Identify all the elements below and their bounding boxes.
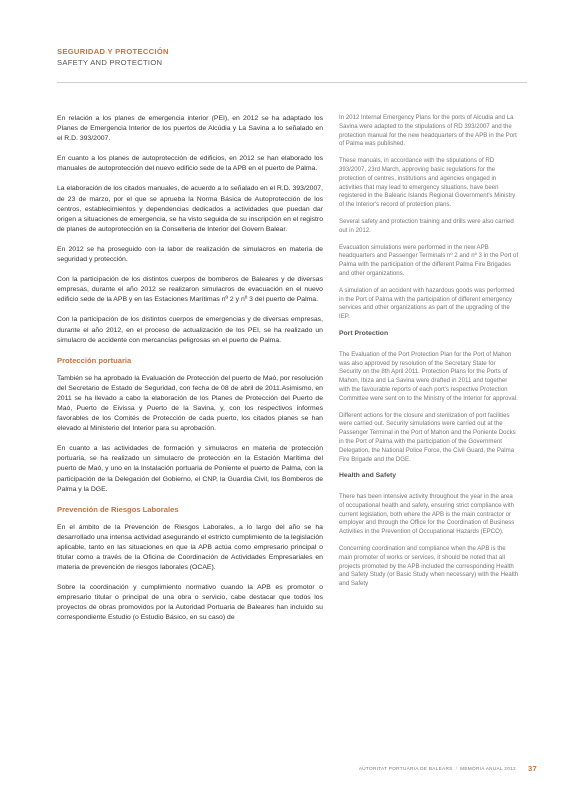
paragraph: En 2012 se ha proseguido con la labor de realización de simulacros en materia de seguridad y protección. xyxy=(57,245,323,264)
spanish-column xyxy=(57,114,323,634)
paragraph: En cuanto a los planes de autoprotección de edificios, en 2012 se han elaborado los manuales de autoprotección del nuevo edificio sede de la APB en el puerto de Palma. xyxy=(57,155,323,173)
paragraph: En relación a los planes de emergencia interior (PEI), en 2012 se ha adaptado los Planes de Emergencia Interior de los puertos de Alcúdia y La Savina a lo señalado en el R.D. 393/2007. xyxy=(57,115,323,143)
paragraph: En cuanto a las actividades de formación y simulacros en materia de protección portuaria, se ha realizado un simulacro de protección en la Estación Marítima del puerto de Maó, y uno en la Instalación portuaria de Poniente el puerto de Palma, con la participación de la Delegación del Gobierno, el CNP, la Guardia Civil, los Bomberos de Palma y la DGE. xyxy=(57,445,323,493)
subheading-health-safety-en: Health and Safety xyxy=(339,472,397,480)
paragraph: Several safety and protection training and drills were also carried out in 2012. xyxy=(339,217,514,234)
footer-org: AUTORITAT PORTUÀRIA DE BALEARS xyxy=(358,766,453,771)
page-footer xyxy=(359,764,537,773)
footer-report: MEMÒRIA ANUAL 2012 xyxy=(460,766,516,771)
footer-separator: / xyxy=(455,766,458,771)
paragraph: En el ámbito de la Prevención de Riesgos Laborales, a lo largo del año se ha desarrollado una intensa actividad asegurando el estricto cumplimiento de la legislación aplicable, tanto en las situaciones en que la APB actúa como empresario principal o titular como a través de la Oficina de Coordinación de Actividades Empresariales en materia de prevención de riesgos laborales (OCAE). xyxy=(57,523,323,572)
subheading-risk-prevention: Prevención de Riesgos Laborales xyxy=(57,504,179,514)
header-divider xyxy=(57,82,527,83)
section-header xyxy=(57,46,169,68)
paragraph: Sobre la coordinación y cumplimiento normativo cuando la APB es promotor o empresario titular o principal de una obra o servicio, cabe destacar que todos los proyectos de obras promovidos por la Autoridad Portuaria de Baleares han incluido su correspondiente Estudio (o Estudio Básico, en su caso) de xyxy=(57,584,323,622)
paragraph: In 2012 Internal Emergency Plans for the ports of Alcudia and La Savina were adapted to the stipulations of RD 393/2007 and the protection manual for the new headquarters of the APB in the Port of Palma was published. xyxy=(339,114,517,148)
paragraph: También se ha aprobado la Evaluación de Protección del puerto de Maó, por resolución del Secretario de Estado de Seguridad, con fecha de 08 de abril de 2011.Asimismo, en 2011 se ha llevado a cabo la elaboración de los Planes de Protección del Puerto de Maó, Puerto de Eivissa y Puerto de la Savina, y, con los respectivos informes favorables de los Comités de Protección de cada puerto, los citados planes se han elevado al Ministerio del Interior para su aprobación. xyxy=(57,374,323,433)
subheading-port-protection: Protección portuaria xyxy=(57,355,132,365)
paragraph: Different actions for the closure and sterilization of port facilities were carried out. Security simulations were carried out at the Passenger Terminal in the Port of Mahon and the Poniente Docks in the Port of Palma with the participation of the Government Delegation, the National Police Force, the Civil Guard, the Palma Fire Brigade and the DGE. xyxy=(339,411,516,463)
paragraph: Evacuation simulations were performed in the new APB headquarters and Passenger Terminals nº 2 and nº 3 in the Port of Palma with the participation of the different Palma Fire Brigades and other organizations. xyxy=(339,243,519,277)
page-number: 37 xyxy=(527,764,537,773)
paragraph: The Evaluation of the Port Protection Plan for the Port of Mahon was also approved by resolution of the Secretary State for Security on the 8th April 2011. Protection Plans for the Ports of Mahon, Ibiza and La Savina were drafted in 2011 and together with the favourable reports of each port's respective Protection Committee were sent on to the Ministry of the Interior for approval. xyxy=(339,350,518,402)
paragraph: A simulation of an accident with hazardous goods was performed in the Port of Palma with the participation of different emergency services and other organizations as part of the upgrading of the IEP. xyxy=(339,286,515,321)
english-column xyxy=(339,114,519,597)
paragraph: La elaboración de los citados manuales, de acuerdo a lo señalado en el R.D. 393/2007, de 23 de marzo, por el que se aprueba la Norma Básica de Autoprotección de los centros, establecimientos y dependencias dedicados a actividades que puedan dar origen a situaciones de emergencia, se ha visto seguida de su inscripción en el registro de planes de autoprotección en la Conselleria de Interior del Govern Balear. xyxy=(57,185,323,233)
subheading-port-protection-en: Port Protection xyxy=(339,329,389,337)
section-title-es: SEGURIDAD Y PROTECCIÓN xyxy=(57,47,169,56)
paragraph: Concerning coordination and compliance when the APB is the main promoter of works or services, it should be noted that all projects promoted by the APB included the corresponding Health and Safety Study (or Basic Study when necessary) with the Health and Safety xyxy=(339,545,519,588)
paragraph: Con la participación de los distintos cuerpos de emergencias y de diversas empresas, durante el año 2012, en el proceso de actualización de los PEI, se ha realizado un simulacro de accidente con mercancías peligrosas en el puerto de Palma. xyxy=(57,316,323,344)
paragraph: Con la participación de los distintos cuerpos de bomberos de Baleares y de diversas empresas, durante el año 2012 se realizaron simulacros de evacuación en el nuevo edificio sede de la APB y en las Estaciones Marítimas nº 2 y nº 3 del puerto de Palma. xyxy=(57,276,323,304)
paragraph: These manuals, in accordance with the stipulations of RD 393/2007, 23rd March, approving basic regulations for the protection of centres, institutions and agencies engaged in activities that may lead to emergency situations, have been registered in the Balearic Islands Regional Government's Ministry of the Interior's record of protection plans. xyxy=(339,157,516,209)
section-title-en: SAFETY AND PROTECTION xyxy=(57,58,163,67)
paragraph: There has been intensive activity throughout the year in the area of occupational health and safety, ensuring strict compliance with current legislation, both where the APB is the main contractor or employer and through the Office for the Coordination of Business Activities in the Prevention of Occupational Hazards (EPCO). xyxy=(339,493,515,536)
